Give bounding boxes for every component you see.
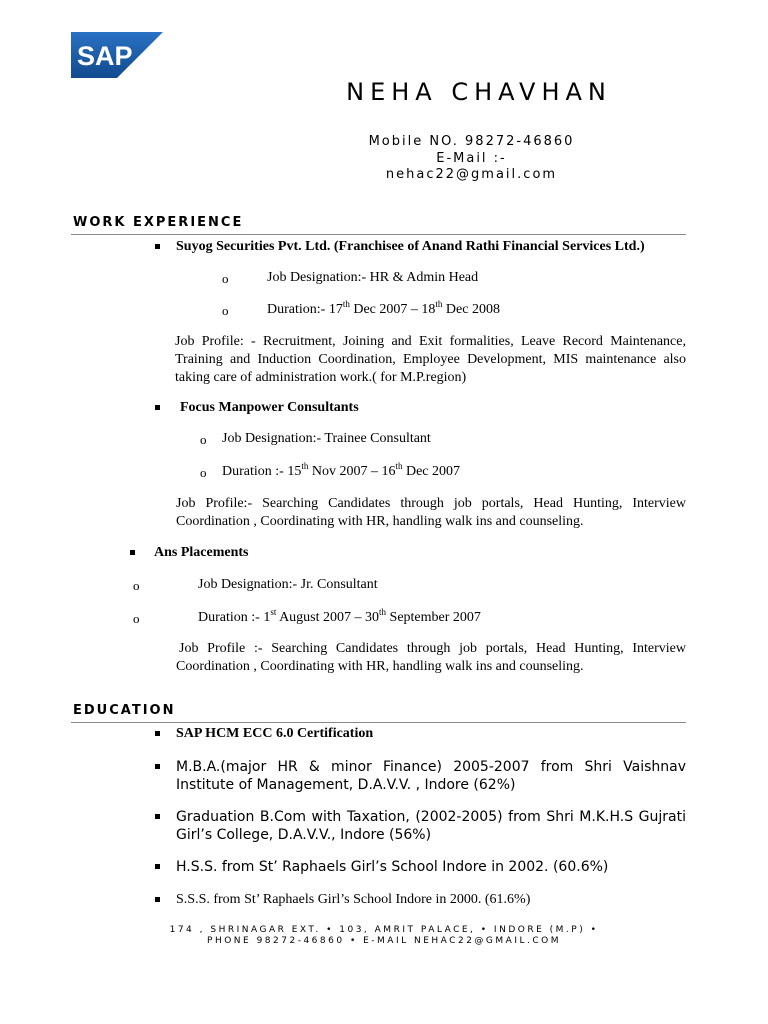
- job-designation: Job Designation:- Jr. Consultant: [198, 577, 378, 592]
- education-item: SAP HCM ECC 6.0 Certification: [176, 726, 374, 741]
- job-duration: Duration :- 15th Nov 2007 – 16th Dec 2007: [222, 461, 461, 479]
- section-divider: [71, 234, 686, 235]
- job-duration: Duration:- 17th Dec 2007 – 18th Dec 2008: [267, 299, 500, 317]
- job-profile: Job Profile:- Searching Candidates through job portals, Head Hunting, Interview Coordination , Coordinating with HR, handling walk ins and counseling.: [176, 496, 686, 529]
- job-profile: Job Profile: - Recruitment, Joining and Exit formalities, Leave Record Maintenance, Training and Induction Coordination, Employee Development, MIS maintenance also taking care of administration work.( for M.P.region): [175, 334, 686, 385]
- circle-bullet-icon: o: [133, 578, 140, 593]
- bullet-square-icon: [155, 244, 160, 249]
- section-divider: [71, 722, 686, 723]
- email-label: E-Mail :-: [436, 151, 507, 166]
- job-company: Focus Manpower Consultants: [180, 400, 359, 415]
- bullet-square-icon: [155, 764, 160, 769]
- education-item: H.S.S. from St’ Raphaels Girl’s School Indore in 2002. (60.6%): [176, 859, 609, 875]
- sap-logo: [71, 32, 163, 78]
- work-experience-heading: WORK EXPERIENCE: [73, 215, 244, 230]
- education-item: Graduation B.Com with Taxation, (2002-2005) from Shri M.K.H.S Gujrati Girl’s College, D.A.V.V., Indore (56%): [176, 809, 686, 843]
- job-duration: Duration :- 1st August 2007 – 30th September 2007: [198, 607, 481, 625]
- circle-bullet-icon: o: [200, 465, 207, 480]
- education-item: S.S.S. from St’ Raphaels Girl’s School Indore in 2000. (61.6%): [176, 892, 531, 907]
- education-heading: EDUCATION: [73, 703, 176, 718]
- education-item: M.B.A.(major HR & minor Finance) 2005-2007 from Shri Vaishnav Institute of Management, D.A.V.V. , Indore (62%): [176, 759, 686, 793]
- job-profile: Job Profile :- Searching Candidates through job portals, Head Hunting, Interview Coordination , Coordinating with HR, handling walk ins and counseling.: [176, 641, 686, 674]
- circle-bullet-icon: o: [222, 303, 229, 318]
- bullet-square-icon: [155, 864, 160, 869]
- sap-logo-text: SAP: [77, 41, 133, 71]
- email-address: nehac22@gmail.com: [385, 167, 558, 182]
- circle-bullet-icon: o: [222, 271, 229, 286]
- job-company: Ans Placements: [154, 545, 249, 560]
- job-designation: Job Designation:- Trainee Consultant: [222, 431, 431, 446]
- bullet-square-icon: [155, 731, 160, 736]
- footer-contact: PHONE 98272-46860 • E-MAIL NEHAC22@GMAIL.COM: [207, 936, 561, 946]
- bullet-square-icon: [130, 550, 135, 555]
- circle-bullet-icon: o: [200, 432, 207, 447]
- footer-address: 174 , SHRINAGAR EXT. • 103, AMRIT PALACE, • INDORE (M.P) •: [169, 925, 599, 935]
- bullet-square-icon: [155, 814, 160, 819]
- bullet-square-icon: [155, 897, 160, 902]
- mobile-number: Mobile NO. 98272-46860: [368, 134, 575, 149]
- job-company: Suyog Securities Pvt. Ltd. (Franchisee of Anand Rathi Financial Services Ltd.): [176, 239, 645, 254]
- candidate-name: NEHA CHAVHAN: [346, 78, 612, 106]
- circle-bullet-icon: o: [133, 611, 140, 626]
- job-designation: Job Designation:- HR & Admin Head: [267, 270, 479, 285]
- bullet-square-icon: [155, 405, 160, 410]
